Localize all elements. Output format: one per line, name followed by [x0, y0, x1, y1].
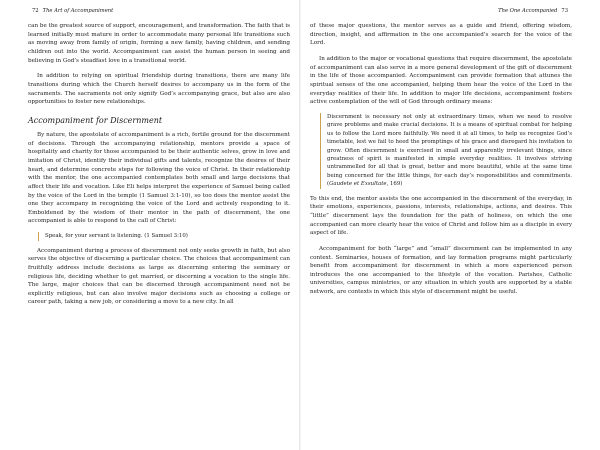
right-block-quote	[320, 113, 572, 189]
left-paragraph-4: Accompaniment during a process of discernment not only seeks growth in faith, but also serves the objective of discerning a particular choice. The choices that accompaniment can fruitfully address include decisions as large as discerning entering the seminary or religious life, deciding whether to get married, or discerning a vocation to the single life. The large, major choices that can be discerned through accompaniment need not be explicitly religious, but can also involve major decisions such as choosing a college or career path, taking a new job, or considering a move to a new city. In all	[28, 247, 290, 306]
left-quote-text: Speak, for your servant is listening. (1 Samuel 3:10)	[45, 233, 188, 240]
right-paragraph-1: of these major questions, the mentor serves as a guide and friend, offering wisdom, direction, insight, and affirmation in the one accompanied’s search for the voice of the Lord.	[310, 23, 572, 47]
left-paragraph-3: By nature, the apostolate of accompaniment is a rich, fertile ground for the discernment of decisions. Through the accompanying relationship, mentors provide a space of hospitality and charity for those accompanied to be their authentic selves, grow in love and imitation of Christ, identify their individual gifts and talents, recognize the desires of their heart, and determine concrete steps for following the voice of Christ. In their relationship with the mentor, the one accompanied contemplates both small and large decisions that affect their life and vocation. Like Eli helps interpret the experience of Samuel being called by the voice of the Lord in the temple (1 Samuel 3:1-10), so too does the mentor assist the one they accompany in recognizing the voice of the Lord and actively responding to it. Emboldened by the wisdom of their mentor in the path of discernment, the one accompanied is able to respond to the call of Christ:	[28, 131, 290, 225]
right-running-title: The One Accompanied	[498, 8, 558, 14]
quote-source: Gaudete et Exsultate	[329, 181, 387, 188]
right-paragraph-2: In addition to the major or vocational questions that require discernment, the apostolate of accompaniment can also serve in a more general development of the gift of discernment in the life of those accompanied. Accompaniment can provide formation that attunes the spiritual senses of the one accompanied, helping them hear the voice of the Lord in the everyday realities of their life. In addition to major life decisions, accompaniment fosters active contemplation of the will of God through ordinary means:	[310, 55, 572, 106]
left-block-quote	[38, 232, 290, 240]
right-quote-body: Discernment is necessary not only at extraordinary times, when we need to resolve grave problems and make crucial decisions. It is a means of spiritual combat for helping us to follow the Lord more faithfully. We need it at all times, to help us recognize God’s timetable, lest we fail to heed the promptings of his grace and disregard his invitation to grow. Often discernment is exercised in small and apparently irrelevant things, since greatness of spirit is manifested in simple everyday realities. It involves striving untrammelled for all that is great, better and more beautiful, while at the same time being concerned for the little things, for each day’s responsibilities and commitments. (Gaudete et Exsultate, 169)	[327, 113, 572, 188]
left-running-title: The Art of Accompaniment	[42, 8, 114, 14]
right-running-head	[498, 8, 572, 14]
right-page-number: 73	[561, 8, 568, 14]
left-page-number: 72	[32, 8, 39, 14]
right-page	[300, 0, 600, 450]
quote-cite-number: , 169)	[386, 181, 403, 188]
right-quote-text: Discernment is necessary not only at extraordinary times, when we need to resolve grave problems and make crucial decisions. It is a means of spiritual combat for helping us to follow the Lord more faithfully. We need it at all times, to help us recognize God’s timetable, lest we fail to heed the promptings of his grace and disregard his invitation to grow. Often discernment is exercised in small and apparently irrelevant things, since greatness of spirit is manifested in simple everyday realities. It involves striving untrammelled for all that is great, better and more beautiful, while at the same time being concerned for the little things, for each day’s responsibilities and commitments.	[327, 113, 572, 179]
right-paragraph-3: To this end, the mentor assists the one accompanied in the discernment of the everyday, in their emotions, experiences, passions, interests, relationships, actions, and desires. This “little” discernment lays the foundation for the path of holiness, on which the one accompanied can more clearly hear the voice of Christ and follow him as a disciple in every aspect of life.	[310, 195, 572, 237]
left-paragraph-1: can be the greatest source of support, encouragement, and transformation. The faith that is learned initially must mature in order to accommodate many personal life transitions such as moving away from family of origin, forming a new family, having children, and sending children out into the world. Accompaniment can assist the human person in seeing and believing in God’s steadfast love in a transitional world.	[28, 23, 290, 64]
left-paragraph-2: In addition to relying on spiritual friendship during transitions, there are many life transitions during which the Church herself desires to accompany us in the form of the sacraments. The sacraments not only signify God’s accompanying grace, but also are also opportunities to foster new relationships.	[28, 73, 290, 106]
left-running-head	[28, 8, 113, 14]
section-heading: Accompaniment for Discernment	[28, 115, 163, 125]
right-paragraph-4: Accompaniment for both “large” and “small” discernment can be implemented in any context. Seminaries, houses of formation, and lay formation programs might particularly benefit from accompaniment for discernment in which a more experienced person introduces the one accompanied to the lifestyle of the vocation. Parishes, Catholic universities, campus ministries, or any situation in which youth are supported by a stable network, are contexts in which this style of discernment might be useful.	[310, 245, 572, 296]
